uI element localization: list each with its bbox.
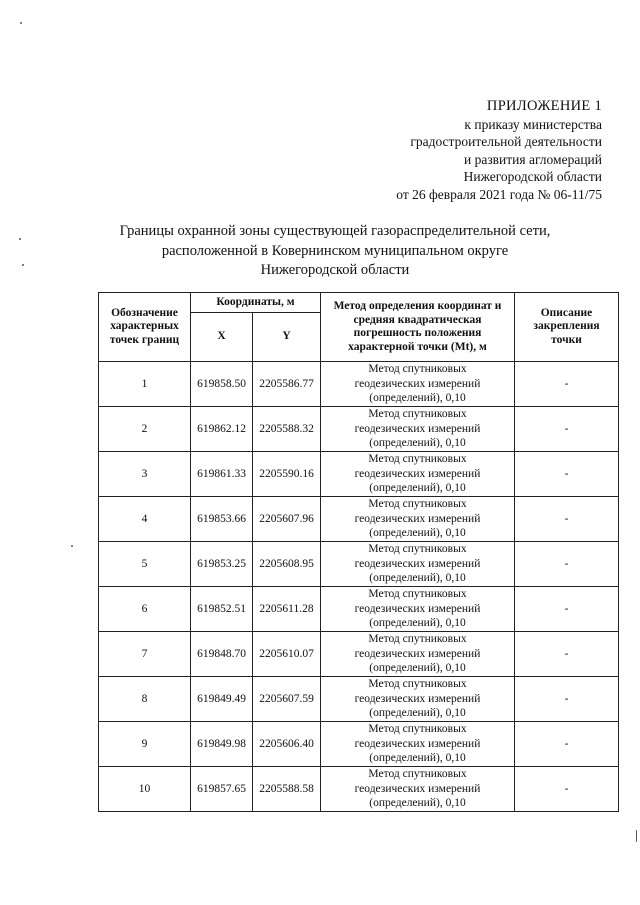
y-cell: 2205610.07 [253,632,321,677]
header-coords: Координаты, м [191,293,321,313]
description-cell: - [515,677,619,722]
header-x: X [191,313,253,362]
method-line: Метод спутниковых [368,723,467,736]
method-line: Метод спутниковых [368,498,467,511]
y-cell: 2205588.32 [253,407,321,452]
appendix-title: ПРИЛОЖЕНИЕ 1 [486,98,602,114]
x-cell: 619849.98 [191,722,253,767]
y-cell: 2205590.16 [253,452,321,497]
method-line: (определений), 0,10 [369,572,466,585]
x-cell: 619848.70 [191,632,253,677]
y-cell: 2205588.58 [253,767,321,812]
method-line: геодезических измерений [354,467,481,480]
point-cell: 3 [99,452,191,497]
method-cell [321,407,515,452]
method-cell [321,632,515,677]
boundary-points-table [98,292,619,812]
table-row [99,497,619,542]
method-line: Метод спутниковых [368,408,467,421]
x-cell: 619862.12 [191,407,253,452]
method-line: Метод спутниковых [368,363,467,376]
table-row [99,452,619,497]
x-cell: 619849.49 [191,677,253,722]
point-cell: 1 [99,362,191,407]
method-line: (определений), 0,10 [369,752,466,765]
method-line: геодезических измерений [354,782,481,795]
x-cell: 619853.25 [191,542,253,587]
method-line: геодезических измерений [354,557,481,570]
point-cell: 8 [99,677,191,722]
x-cell: 619852.51 [191,587,253,632]
description-cell: - [515,767,619,812]
y-cell: 2205608.95 [253,542,321,587]
point-cell: 4 [99,497,191,542]
appendix-line: от 26 февраля 2021 года № 06-11/75 [396,186,602,202]
point-cell: 6 [99,587,191,632]
method-line: Метод спутниковых [368,678,467,691]
appendix-line: и развития агломераций [463,151,602,167]
table-row [99,362,619,407]
table-row [99,722,619,767]
method-line: геодезических измерений [354,737,481,750]
method-line: (определений), 0,10 [369,437,466,450]
method-line: (определений), 0,10 [369,797,466,810]
heading-line: Нижегородской области [260,262,410,278]
y-cell: 2205607.59 [253,677,321,722]
appendix-line: градостроительной деятельности [410,134,602,149]
scan-speck [19,238,21,240]
method-line: геодезических измерений [354,512,481,525]
x-cell: 619857.65 [191,767,253,812]
appendix-block [396,98,602,203]
appendix-line: Нижегородской области [463,169,602,184]
method-cell [321,497,515,542]
header-method: Метод определения координат и средняя квадратическая погрешность положения характерной точки (Mt), м [321,293,515,362]
x-cell: 619858.50 [191,362,253,407]
scan-speck [20,22,22,24]
heading-line: Границы охранной зоны существующей газораспределительной сети, [119,223,551,239]
method-line: Метод спутниковых [368,633,467,646]
method-line: (определений), 0,10 [369,392,466,405]
method-line: (определений), 0,10 [369,662,466,675]
description-cell: - [515,407,619,452]
scan-speck [71,545,73,547]
method-line: (определений), 0,10 [369,482,466,495]
method-line: Метод спутниковых [368,453,467,466]
heading-line: расположенной в Ковернинском муниципальном округе [161,242,509,259]
method-line: Метод спутниковых [368,588,467,601]
method-line: геодезических измерений [354,422,481,435]
method-line: Метод спутниковых [368,543,467,556]
point-cell: 9 [99,722,191,767]
y-cell: 2205606.40 [253,722,321,767]
y-cell: 2205607.96 [253,497,321,542]
x-cell: 619853.66 [191,497,253,542]
header-y: Y [253,313,321,362]
point-cell: 5 [99,542,191,587]
table-row [99,587,619,632]
method-cell [321,362,515,407]
method-line: Метод спутниковых [368,768,467,781]
header-point: Обозначение характерных точек границ [99,293,191,362]
method-cell [321,767,515,812]
method-line: геодезических измерений [354,692,481,705]
method-line: (определений), 0,10 [369,617,466,630]
method-line: (определений), 0,10 [369,707,466,720]
table-row [99,407,619,452]
method-line: геодезических измерений [354,602,481,615]
description-cell: - [515,452,619,497]
appendix-line: к приказу министерства [464,116,602,132]
point-cell: 2 [99,407,191,452]
scan-speck [636,830,637,842]
x-cell: 619861.33 [191,452,253,497]
method-line: геодезических измерений [354,377,481,390]
method-cell [321,542,515,587]
method-cell [321,452,515,497]
method-line: (определений), 0,10 [369,527,466,540]
method-cell [321,587,515,632]
description-cell: - [515,632,619,677]
table-row [99,542,619,587]
description-cell: - [515,542,619,587]
description-cell: - [515,362,619,407]
y-cell: 2205611.28 [253,587,321,632]
table-row [99,677,619,722]
description-cell: - [515,497,619,542]
method-line: геодезических измерений [354,647,481,660]
table-row [99,767,619,812]
header-description: Описание закрепления точки [515,293,619,362]
description-cell: - [515,722,619,767]
method-cell [321,722,515,767]
point-cell: 7 [99,632,191,677]
method-cell [321,677,515,722]
document-heading [100,222,570,281]
description-cell: - [515,587,619,632]
scan-speck [22,264,24,266]
y-cell: 2205586.77 [253,362,321,407]
point-cell: 10 [99,767,191,812]
table-row [99,632,619,677]
